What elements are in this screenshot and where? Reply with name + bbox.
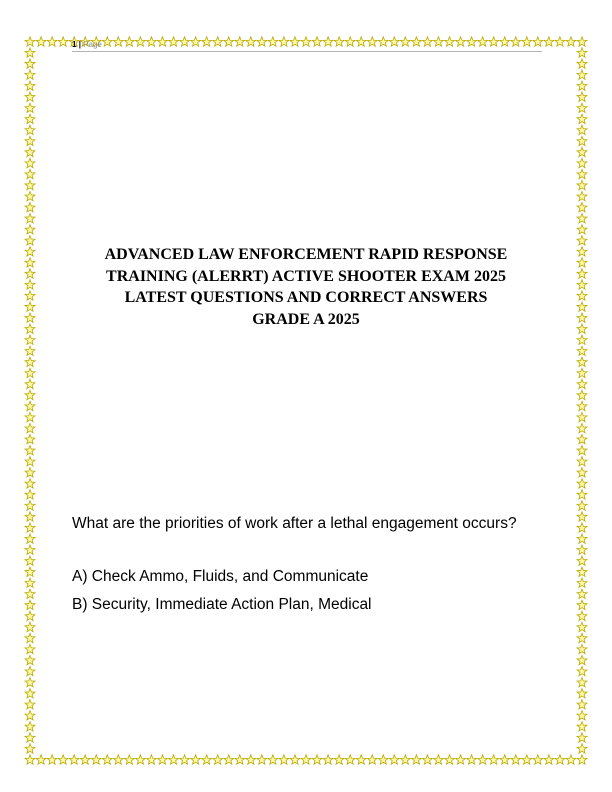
- title-line-1: ADVANCED LAW ENFORCEMENT RAPID RESPONSE: [104, 246, 508, 263]
- star-icon: [80, 755, 90, 764]
- answer-option-b: B) Security, Immediate Action Plan, Medical: [72, 596, 372, 613]
- star-icon: [555, 755, 565, 764]
- star-icon: [577, 412, 587, 421]
- star-icon: [25, 622, 35, 631]
- star-icon: [577, 434, 587, 443]
- star-icon: [25, 357, 35, 366]
- star-icon: [25, 446, 35, 455]
- star-icon: [577, 689, 587, 698]
- answer-option-a: A) Check Ammo, Fluids, and Communicate: [72, 568, 369, 585]
- star-icon: [356, 755, 366, 764]
- star-icon: [577, 302, 587, 311]
- star-icon: [500, 755, 510, 764]
- star-icon: [25, 655, 35, 664]
- star-icon: [577, 92, 587, 101]
- star-icon: [25, 412, 35, 421]
- star-icon: [389, 755, 399, 764]
- star-icon: [577, 158, 587, 167]
- star-icon: [323, 755, 333, 764]
- star-icon: [345, 755, 355, 764]
- star-icon: [577, 611, 587, 620]
- star-icon: [180, 755, 190, 764]
- star-icon: [213, 755, 223, 764]
- star-icon: [36, 755, 46, 764]
- star-icon: [445, 755, 455, 764]
- star-icon: [202, 755, 212, 764]
- star-icon: [577, 401, 587, 410]
- star-icon: [25, 291, 35, 300]
- star-icon: [577, 490, 587, 499]
- star-icon: [25, 191, 35, 200]
- star-icon: [577, 180, 587, 189]
- star-icon: [25, 92, 35, 101]
- star-icon: [25, 545, 35, 554]
- star-icon: [25, 401, 35, 410]
- star-icon: [577, 114, 587, 123]
- star-icon: [577, 81, 587, 90]
- star-icon: [25, 689, 35, 698]
- star-icon: [577, 202, 587, 211]
- title-line-2: TRAINING (ALERRT) ACTIVE SHOOTER EXAM 2025: [106, 267, 506, 285]
- star-icon: [478, 755, 488, 764]
- star-icon: [25, 423, 35, 432]
- star-icon: [25, 158, 35, 167]
- star-icon: [555, 37, 565, 46]
- star-icon: [577, 368, 587, 377]
- star-icon: [577, 622, 587, 631]
- star-icon: [191, 755, 201, 764]
- star-icon: [577, 600, 587, 609]
- star-icon: [25, 81, 35, 90]
- star-icon: [25, 468, 35, 477]
- star-icon: [577, 258, 587, 267]
- star-icon: [577, 191, 587, 200]
- star-icon: [312, 755, 322, 764]
- star-icon: [25, 70, 35, 79]
- star-icon: [577, 103, 587, 112]
- star-icon: [25, 589, 35, 598]
- title-line-4: GRADE A 2025: [252, 310, 360, 328]
- star-icon: [511, 755, 521, 764]
- star-icon: [25, 578, 35, 587]
- star-icon: [25, 534, 35, 543]
- star-icon: [378, 755, 388, 764]
- star-icon: [25, 390, 35, 399]
- star-icon: [25, 103, 35, 112]
- star-icon: [577, 324, 587, 333]
- star-icon: [577, 280, 587, 289]
- star-icon: [577, 589, 587, 598]
- star-icon: [58, 37, 68, 46]
- star-icon: [577, 666, 587, 675]
- star-icon: [25, 346, 35, 355]
- star-icon: [577, 147, 587, 156]
- star-icon: [577, 390, 587, 399]
- star-icon: [25, 700, 35, 709]
- star-icon: [577, 379, 587, 388]
- star-icon: [566, 37, 576, 46]
- star-icon: [69, 755, 79, 764]
- star-icon: [25, 368, 35, 377]
- star-icon: [25, 379, 35, 388]
- star-icon: [577, 335, 587, 344]
- star-icon: [577, 169, 587, 178]
- star-icon: [36, 37, 46, 46]
- star-icon: [577, 214, 587, 223]
- star-icon: [25, 136, 35, 145]
- star-icon: [25, 490, 35, 499]
- star-icon: [25, 180, 35, 189]
- star-icon: [467, 755, 477, 764]
- star-icon: [279, 755, 289, 764]
- star-icon: [577, 446, 587, 455]
- star-icon: [489, 755, 499, 764]
- title-line-3: LATEST QUESTIONS AND CORRECT ANSWERS: [124, 289, 488, 306]
- star-icon: [25, 114, 35, 123]
- star-icon: [257, 755, 267, 764]
- page-header: [72, 40, 542, 52]
- star-icon: [577, 633, 587, 642]
- star-icon: [577, 346, 587, 355]
- star-icon: [25, 733, 35, 742]
- star-icon: [25, 677, 35, 686]
- star-icon: [25, 633, 35, 642]
- star-icon: [577, 59, 587, 68]
- star-icon: [577, 556, 587, 565]
- star-icon: [25, 479, 35, 488]
- star-icon: [577, 534, 587, 543]
- star-icon: [544, 755, 554, 764]
- star-icon: [577, 722, 587, 731]
- star-icon: [577, 225, 587, 234]
- star-icon: [577, 236, 587, 245]
- star-icon: [25, 313, 35, 322]
- star-icon: [577, 125, 587, 134]
- star-icon: [577, 468, 587, 477]
- star-icon: [224, 755, 234, 764]
- star-icon: [25, 644, 35, 653]
- page-number: 1: [72, 40, 77, 49]
- star-icon: [25, 280, 35, 289]
- star-icon: [25, 755, 35, 764]
- star-icon: [577, 523, 587, 532]
- star-icon: [25, 236, 35, 245]
- star-icon: [25, 600, 35, 609]
- star-icon: [25, 666, 35, 675]
- star-icon: [577, 70, 587, 79]
- star-icon: [411, 755, 421, 764]
- star-icon: [25, 744, 35, 753]
- star-icon: [124, 755, 134, 764]
- star-icon: [25, 722, 35, 731]
- star-icon: [577, 501, 587, 510]
- star-icon: [25, 225, 35, 234]
- star-icon: [25, 611, 35, 620]
- star-icon: [577, 655, 587, 664]
- star-icon: [577, 677, 587, 686]
- star-icon: [235, 755, 245, 764]
- star-icon: [400, 755, 410, 764]
- star-icon: [544, 37, 554, 46]
- star-icon: [577, 479, 587, 488]
- star-icon: [577, 247, 587, 256]
- star-icon: [91, 755, 101, 764]
- star-icon: [301, 755, 311, 764]
- document-title: [60, 244, 552, 330]
- star-icon: [522, 755, 532, 764]
- star-icon: [25, 324, 35, 333]
- star-icon: [334, 755, 344, 764]
- star-icon: [25, 302, 35, 311]
- star-icon: [577, 545, 587, 554]
- page-label: Page: [83, 40, 102, 49]
- star-icon: [577, 291, 587, 300]
- star-icon: [25, 523, 35, 532]
- star-icon: [577, 744, 587, 753]
- star-icon: [533, 755, 543, 764]
- star-icon: [422, 755, 432, 764]
- star-icon: [268, 755, 278, 764]
- star-icon: [58, 755, 68, 764]
- star-icon: [25, 711, 35, 720]
- star-icon: [25, 269, 35, 278]
- star-icon: [25, 457, 35, 466]
- star-icon: [102, 755, 112, 764]
- star-icon: [25, 37, 35, 46]
- star-icon: [577, 567, 587, 576]
- star-icon: [47, 37, 57, 46]
- star-icon: [25, 556, 35, 565]
- star-icon: [47, 755, 57, 764]
- star-icon: [246, 755, 256, 764]
- star-icon: [135, 755, 145, 764]
- star-icon: [577, 512, 587, 521]
- star-icon: [577, 578, 587, 587]
- star-icon: [113, 755, 123, 764]
- star-icon: [25, 59, 35, 68]
- star-icon: [25, 125, 35, 134]
- star-icon: [25, 169, 35, 178]
- star-icon: [25, 512, 35, 521]
- star-icon: [25, 247, 35, 256]
- star-icon: [367, 755, 377, 764]
- star-icon: [577, 423, 587, 432]
- star-icon: [434, 755, 444, 764]
- question-text: What are the priorities of work after a lethal engagement occurs?: [72, 515, 517, 532]
- star-icon: [25, 48, 35, 57]
- star-icon: [25, 258, 35, 267]
- star-icon: [456, 755, 466, 764]
- star-icon: [169, 755, 179, 764]
- star-icon: [566, 755, 576, 764]
- star-icon: [25, 567, 35, 576]
- star-icon: [577, 457, 587, 466]
- answer-options: [72, 566, 542, 622]
- star-icon: [25, 202, 35, 211]
- star-icon: [577, 700, 587, 709]
- star-icon: [25, 147, 35, 156]
- star-icon: [577, 269, 587, 278]
- star-icon: [25, 214, 35, 223]
- star-icon: [146, 755, 156, 764]
- page-separator: |: [78, 40, 81, 49]
- star-icon: [577, 136, 587, 145]
- star-icon: [577, 733, 587, 742]
- star-icon: [25, 434, 35, 443]
- star-icon: [577, 313, 587, 322]
- star-icon: [158, 755, 168, 764]
- star-icon: [290, 755, 300, 764]
- star-icon: [577, 37, 587, 46]
- star-icon: [25, 335, 35, 344]
- star-icon: [577, 357, 587, 366]
- star-icon: [577, 644, 587, 653]
- star-icon: [25, 501, 35, 510]
- star-icon: [577, 755, 587, 764]
- star-icon: [577, 711, 587, 720]
- star-icon: [577, 48, 587, 57]
